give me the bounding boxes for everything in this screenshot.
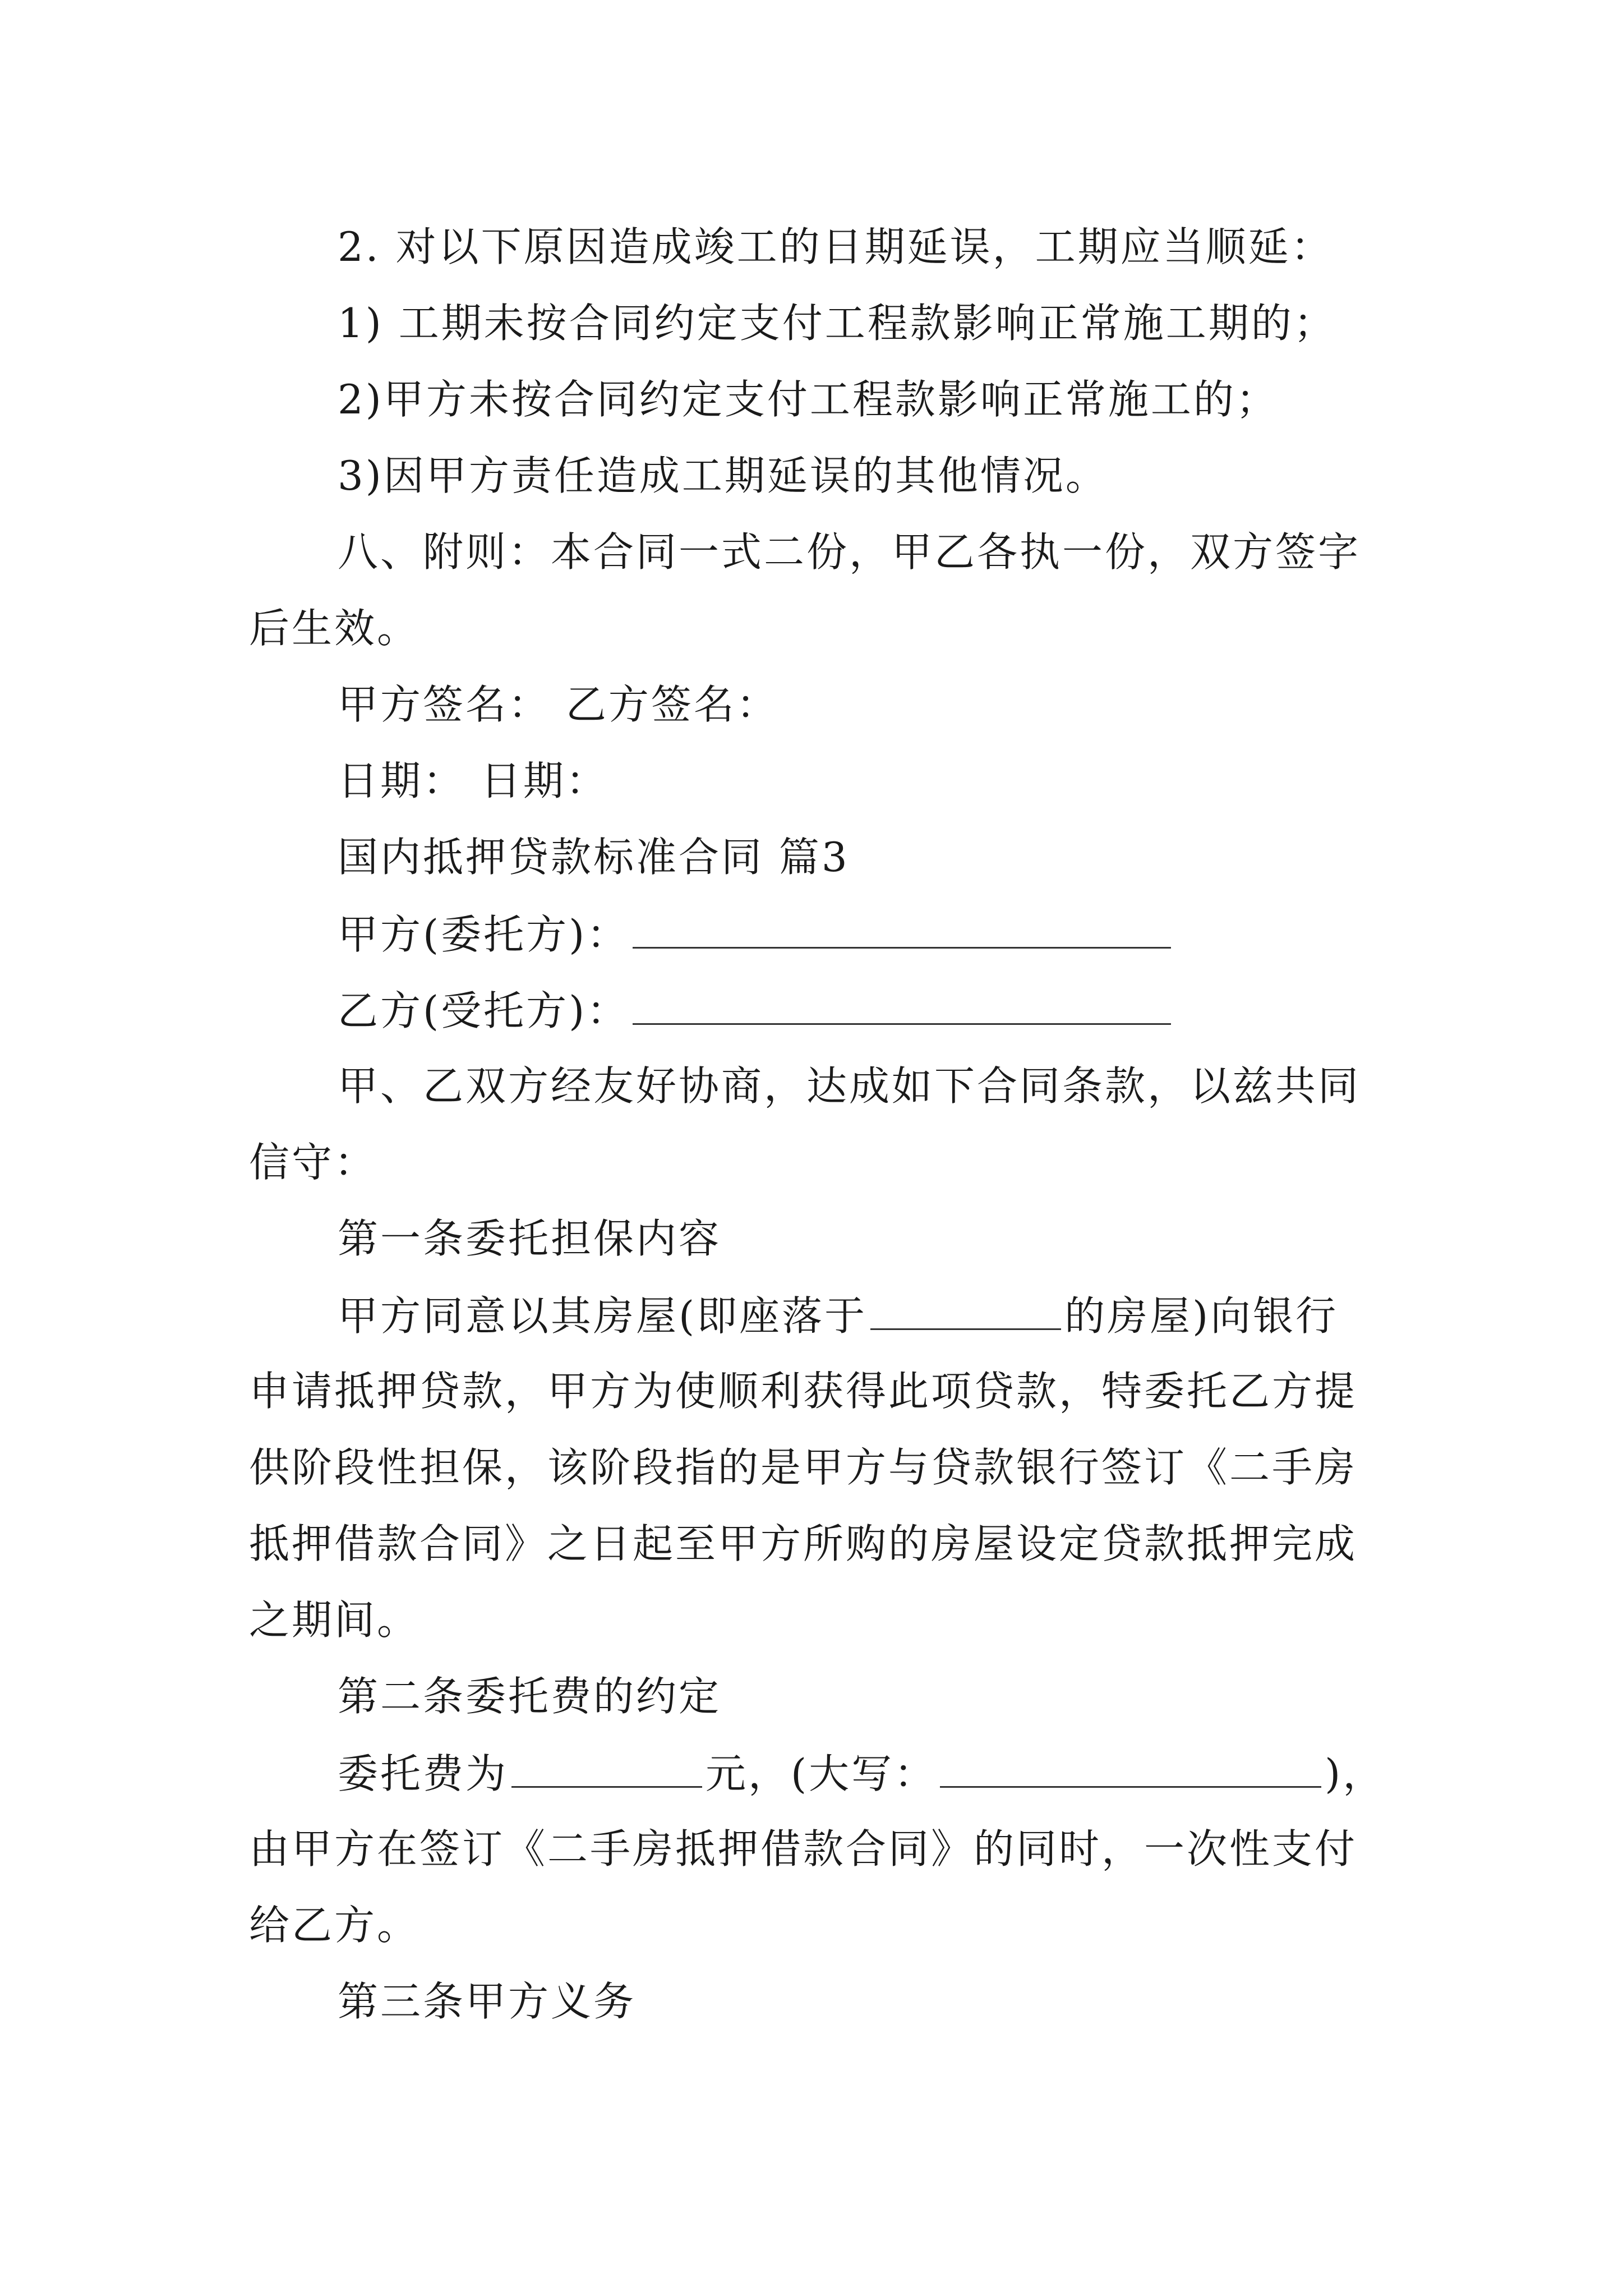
date-line: 日期： 日期： xyxy=(338,757,608,804)
article-8-text-cont: 后生效。 xyxy=(249,605,420,652)
article-2-line-1 xyxy=(338,1750,1386,1797)
clause-2-item-1: 1) 工期未按合同约定支付工程款影响正常施工期的； xyxy=(338,300,1336,347)
party-b-blank xyxy=(633,990,1171,1025)
article-1-text-a: 甲方同意以其房屋(即座落于 xyxy=(338,1292,868,1340)
section-title: 国内抵押贷款标准合同 篇3 xyxy=(338,834,850,881)
article-1-line-1 xyxy=(338,1292,1339,1340)
party-b-line xyxy=(338,987,1174,1034)
clause-2-item-2: 2)甲方未按合同约定支付工程款影响正常施工的； xyxy=(338,376,1279,423)
property-location-blank xyxy=(870,1295,1061,1330)
fee-amount-blank xyxy=(511,1752,702,1788)
party-a-line xyxy=(338,911,1174,958)
clause-2-heading: 2. 对以下原因造成竣工的日期延误，工期应当顺延： xyxy=(338,223,1334,270)
clause-2-item-3: 3)因甲方责任造成工期延误的其他情况。 xyxy=(338,452,1108,499)
party-a-label: 甲方(委托方)： xyxy=(338,911,630,958)
article-1-line-4: 抵押借款合同》之日起至甲方所购的房屋设定贷款抵押完成 xyxy=(249,1520,1358,1567)
signature-line: 甲方签名： 乙方签名： xyxy=(338,681,779,728)
article-1-line-5: 之期间。 xyxy=(249,1596,420,1644)
article-1-line-3: 供阶段性担保，该阶段指的是甲方与贷款银行签订《二手房 xyxy=(249,1444,1358,1491)
article-2-title: 第二条委托费的约定 xyxy=(338,1673,722,1720)
fee-capital-label: 元，(大写： xyxy=(706,1750,937,1797)
preamble-text-cont: 信守： xyxy=(249,1139,377,1186)
article-1-title: 第一条委托担保内容 xyxy=(338,1215,722,1262)
article-1-text-b: 的房屋)向银行 xyxy=(1064,1292,1339,1340)
fee-label: 委托费为 xyxy=(338,1750,509,1797)
fee-close: )， xyxy=(1325,1750,1386,1797)
preamble-text: 甲、乙双方经友好协商，达成如下合同条款，以兹共同 xyxy=(338,1062,1361,1110)
fee-capital-blank xyxy=(940,1752,1321,1788)
article-8-text: 八、附则：本合同一式二份，甲乙各执一份，双方签字 xyxy=(338,528,1361,576)
article-1-line-2: 申请抵押贷款，甲方为使顺利获得此项贷款，特委托乙方提 xyxy=(249,1368,1358,1415)
article-3-title: 第三条甲方义务 xyxy=(338,1978,637,2025)
party-b-label: 乙方(受托方)： xyxy=(338,987,630,1034)
party-a-blank xyxy=(633,913,1171,949)
article-2-line-3: 给乙方。 xyxy=(249,1902,420,1949)
article-2-line-2: 由甲方在签订《二手房抵押借款合同》的同时，一次性支付 xyxy=(249,1825,1358,1872)
